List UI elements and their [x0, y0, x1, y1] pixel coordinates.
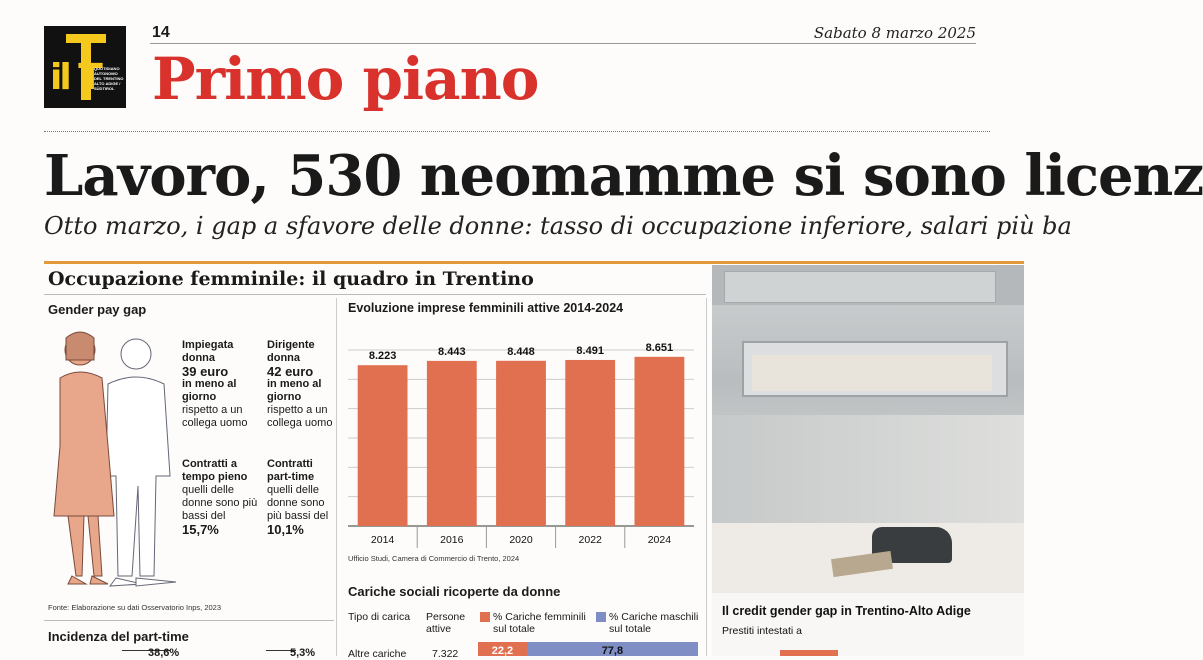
female-legend-swatch [480, 612, 490, 622]
x-tick-label: 2014 [370, 534, 395, 546]
charges-header-people: Persone attive [426, 611, 466, 635]
bar-value-label: 8.448 [507, 345, 535, 358]
logo-text: il T [50, 57, 100, 98]
bar [634, 357, 684, 526]
pay-gap-title: Gender pay gap [48, 302, 147, 317]
bar-value-label: 8.223 [368, 350, 397, 363]
pay-gap-rule [44, 620, 334, 621]
issue-date: Sabato 8 marzo 2025 [813, 24, 976, 42]
impiegata-detail: rispetto a un collega uomo [182, 404, 248, 429]
section-title: Primo piano [152, 45, 539, 113]
newspaper-logo [44, 26, 126, 108]
part-time-women-value: 38,6% [148, 647, 180, 659]
charges-row-type: Altre cariche [348, 648, 407, 660]
dirigente-block [267, 339, 337, 430]
impiegata-value: 39 euro [182, 364, 229, 379]
charges-stacked-bar [478, 642, 698, 656]
charges-header-female: % Cariche femminili sul totale [493, 611, 586, 635]
bar-value-label: 8.651 [645, 341, 674, 354]
window-frame-top [724, 271, 996, 303]
impiegata-detail-bold: in meno al giorno [182, 378, 237, 403]
photo-caption-title: Il credit gender gap in Trentino-Alto Adige [722, 604, 971, 618]
impiegata-block [182, 339, 262, 430]
bar [496, 361, 546, 526]
section-rule [44, 131, 990, 132]
part-time-block [267, 458, 337, 536]
tempo-pieno-block [182, 458, 264, 536]
column-divider-right [706, 298, 707, 656]
x-tick-label: 2016 [440, 534, 464, 546]
chart-source: Ufficio Studi, Camera di Commercio di Trento, 2024 [348, 554, 520, 563]
charges-header-type: Tipo di carica [348, 611, 411, 623]
female-share-bar: 22,2 [478, 642, 527, 656]
subheadline: Otto marzo, i gap a sfavore delle donne: tasso di occupazione inferiore, salari più ba [44, 212, 1072, 240]
pay-gap-source: Fonte: Elaborazione su dati Osservatorio Inps, 2023 [48, 603, 222, 612]
tempo-pieno-detail: quelli delle donne sono più bassi del [182, 484, 258, 522]
x-tick-label: 2024 [647, 534, 672, 546]
bar [358, 365, 408, 526]
charges-header-male: % Cariche maschili sul totale [609, 611, 699, 635]
dirigente-detail: rispetto a un collega uomo [267, 404, 333, 429]
bar-value-label: 8.443 [438, 345, 466, 358]
header-rule [150, 43, 976, 44]
tempo-pieno-label: Contratti a tempo pieno [182, 458, 248, 483]
logo-caption: QUOTIDIANO AUTONOMO DEL TRENTINO ALTO ADIGE / SÜDTIROL [94, 66, 124, 91]
businesspeople-illustration [46, 326, 182, 596]
tempo-pieno-value: 15,7% [182, 522, 219, 537]
part-time-men-value: 5,3% [290, 647, 316, 659]
dirigente-label: Dirigente donna [267, 339, 315, 364]
bar [565, 360, 615, 526]
male-share-bar: 77,8 [527, 642, 698, 656]
photo-caption-subtitle: Prestiti intestati a [722, 625, 802, 637]
bar [427, 361, 477, 526]
charges-row-people: 7.322 [432, 648, 459, 660]
impiegata-label: Impiegata donna [182, 339, 234, 364]
part-time-detail: quelli delle donne sono più bassi del [267, 484, 329, 522]
infobox-title-rule [44, 294, 706, 295]
man-figure [106, 339, 176, 586]
x-tick-label: 2020 [509, 534, 533, 546]
credit-bar-hint [780, 650, 838, 656]
part-time-incidence-title: Incidenza del part-time [48, 629, 189, 644]
chart-title: Evoluzione imprese femminili attive 2014-2024 [348, 301, 624, 315]
bar-value-label: 8.491 [576, 344, 604, 357]
page-number: 14 [152, 24, 170, 41]
dirigente-value: 42 euro [267, 364, 314, 379]
window-glass [752, 355, 992, 391]
part-time-label: Contratti part-time [267, 458, 315, 483]
office-photo [712, 265, 1024, 656]
woman-figure [54, 332, 114, 584]
infobox-title: Occupazione femminile: il quadro in Trentino [48, 268, 534, 290]
x-tick-label: 2022 [578, 534, 602, 546]
photo-wall [712, 415, 1024, 525]
bar-chart [342, 326, 700, 550]
male-legend-swatch [596, 612, 606, 622]
charges-title: Cariche sociali ricoperte da donne [348, 584, 561, 599]
dirigente-detail-bold: in meno al giorno [267, 378, 322, 403]
infobox-rule [44, 261, 1024, 264]
headline: Lavoro, 530 neomamme si sono licenz [44, 143, 1203, 209]
part-time-value: 10,1% [267, 522, 304, 537]
